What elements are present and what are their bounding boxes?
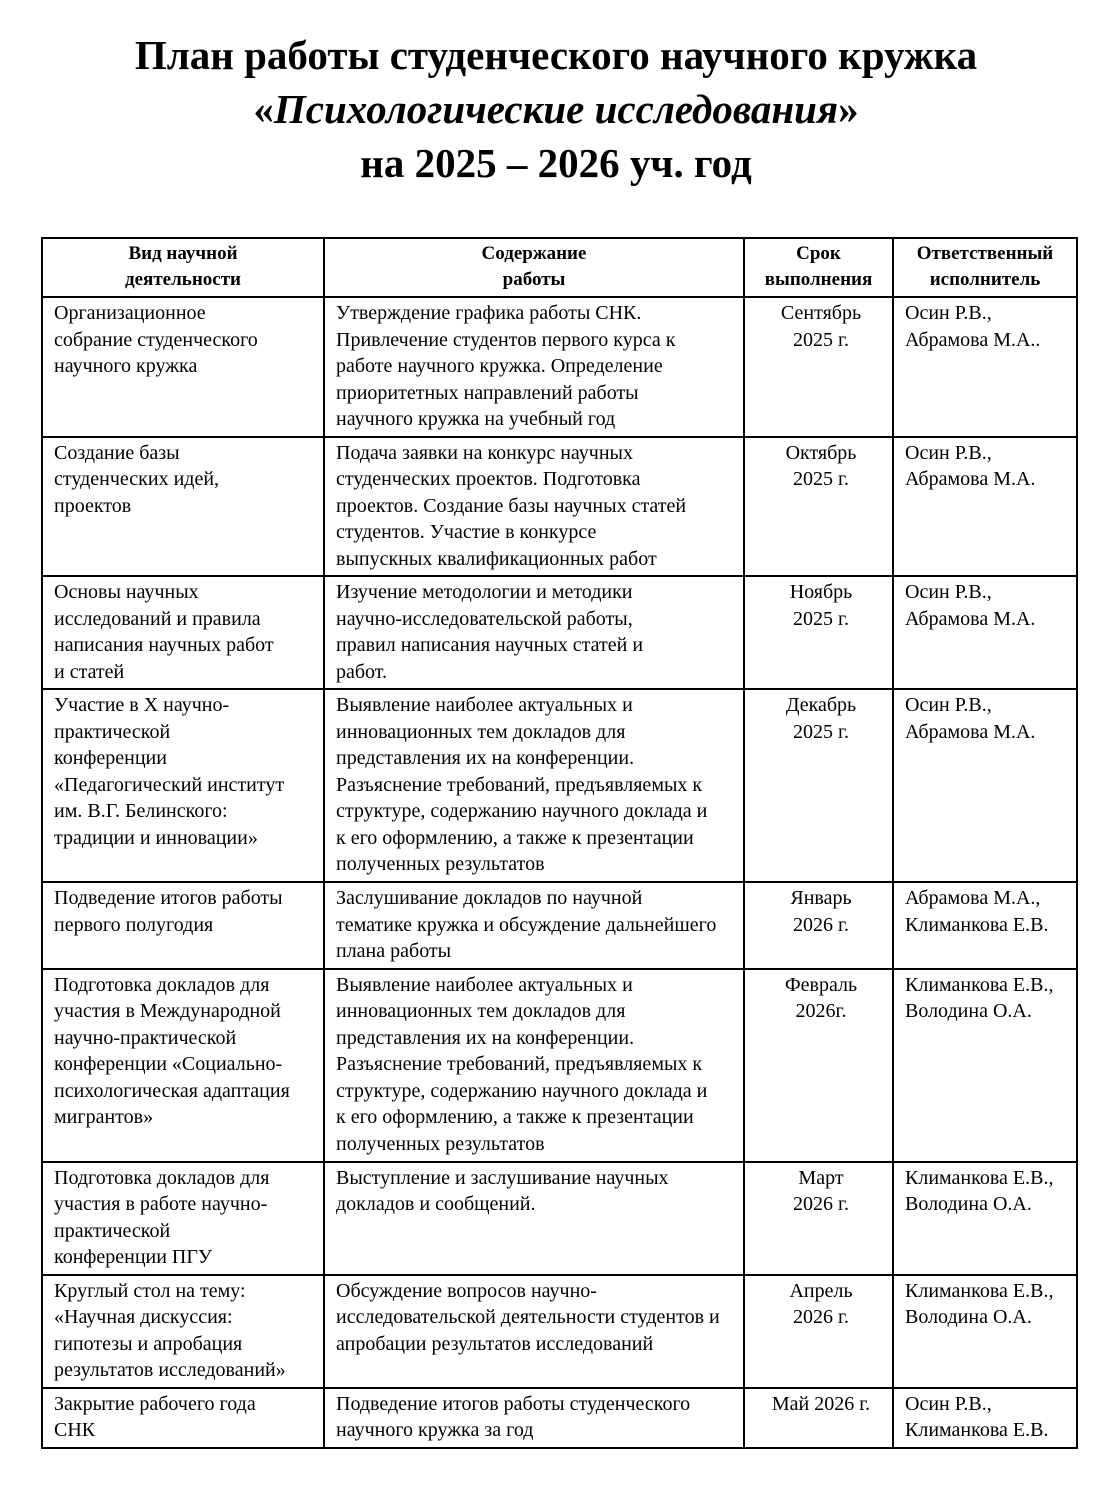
table-row	[42, 437, 1077, 577]
cell-responsible	[893, 689, 1077, 882]
cell-content	[324, 1275, 744, 1388]
responsible-text: Осин Р.В., Абрамова М.А.	[905, 694, 1036, 743]
activity-text: Участие в X научно- практической конференции «Педагогический институт им. В.Г. Белинского: традиции и инновации»	[54, 694, 285, 849]
deadline-text: Декабрь 2025 г.	[785, 694, 857, 743]
cell-activity	[42, 1275, 324, 1388]
deadline-text: Январь 2026 г.	[790, 887, 852, 936]
cell-activity	[42, 437, 324, 577]
cell-deadline	[744, 1162, 893, 1275]
activity-text: Создание базы студенческих идей, проектов	[54, 441, 220, 517]
cell-responsible	[893, 1162, 1077, 1275]
content-text: Выявление наиболее актуальных и инновационных тем докладов для представления их на конференции. Разъяснение требований, предъявляемых к структуре, содержанию научного доклада и к его оформлению, а также к презентации полученных результатов	[336, 694, 708, 875]
cell-content	[324, 1162, 744, 1275]
table-row	[42, 969, 1077, 1162]
cell-responsible	[893, 576, 1077, 689]
cell-activity	[42, 689, 324, 882]
content-text: Изучение методологии и методики научно-исследовательской работы, правил написания научных статей и работ.	[336, 581, 644, 683]
title-line-1: План работы студенческого научного кружка	[134, 32, 978, 78]
responsible-text: Климанкова Е.В., Володина О.А.	[905, 1166, 1054, 1215]
activity-text: Круглый стол на тему: «Научная дискуссия: гипотезы и апробация результатов исследований»	[54, 1279, 286, 1381]
cell-content	[324, 882, 744, 969]
cell-deadline	[744, 297, 893, 437]
table-row	[42, 297, 1077, 437]
cell-content	[324, 969, 744, 1162]
title-line-2	[0, 82, 1112, 136]
table-row	[42, 1275, 1077, 1388]
content-text: Подача заявки на конкурс научных студенческих проектов. Подготовка проектов. Создание базы научных статей студентов. Участие в конкурсе выпускных квалификационных работ	[336, 441, 687, 570]
cell-activity	[42, 969, 324, 1162]
deadline-text: Ноябрь 2025 г.	[789, 581, 853, 630]
cell-responsible	[893, 297, 1077, 437]
title-quote-open: «	[253, 86, 274, 132]
cell-content	[324, 297, 744, 437]
activity-text: Подготовка докладов для участия в работе научно- практической конференции ПГУ	[54, 1166, 270, 1268]
deadline-text: Март 2026 г.	[793, 1166, 849, 1215]
content-text: Подведение итогов работы студенческого научного кружка за год	[336, 1392, 691, 1441]
cell-deadline	[744, 437, 893, 577]
cell-responsible	[893, 969, 1077, 1162]
cell-content	[324, 689, 744, 882]
circle-name: Психологические исследования	[273, 86, 839, 132]
cell-deadline	[744, 1388, 893, 1448]
deadline-text: Май 2026 г.	[771, 1392, 871, 1415]
cell-deadline	[744, 969, 893, 1162]
cell-activity	[42, 1162, 324, 1275]
cell-content	[324, 576, 744, 689]
cell-content	[324, 437, 744, 577]
header-responsible: Ответственный исполнитель	[893, 238, 1077, 297]
content-text: Выявление наиболее актуальных и инновационных тем докладов для представления их на конференции. Разъяснение требований, предъявляемых к структуре, содержанию научного доклада и к его оформлению, а также к презентации полученных результатов	[336, 973, 708, 1155]
work-plan-table	[41, 237, 1078, 1449]
cell-activity	[42, 297, 324, 437]
responsible-text: Осин Р.В., Абрамова М.А.	[905, 441, 1036, 490]
responsible-text: Осин Р.В., Абрамова М.А.	[905, 581, 1036, 630]
activity-text: Подведение итогов работы первого полугодия	[54, 887, 283, 936]
table-row	[42, 576, 1077, 689]
responsible-text: Климанкова Е.В., Володина О.А.	[905, 1279, 1054, 1328]
deadline-text: Апрель 2026 г.	[789, 1279, 853, 1328]
title-quote-close: »	[838, 86, 859, 132]
deadline-text: Февраль 2026г.	[784, 973, 858, 1022]
cell-responsible	[893, 882, 1077, 969]
table-row	[42, 689, 1077, 882]
cell-deadline	[744, 576, 893, 689]
header-content: Содержание работы	[324, 238, 744, 297]
cell-activity	[42, 576, 324, 689]
responsible-text: Климанкова Е.В., Володина О.А.	[905, 973, 1054, 1022]
activity-text: Организационное собрание студенческого научного кружка	[54, 302, 258, 377]
cell-responsible	[893, 437, 1077, 577]
table-row	[42, 1388, 1077, 1448]
header-deadline: Срок выполнения	[744, 238, 893, 297]
content-text: Выступление и заслушивание научных докладов и сообщений.	[336, 1166, 669, 1215]
deadline-text: Октябрь 2025 г.	[785, 441, 857, 490]
activity-text: Подготовка докладов для участия в Международной научно-практической конференции «Социально- психологическая адаптация мигрантов»	[54, 973, 290, 1128]
deadline-text: Сентябрь 2025 г.	[780, 302, 862, 351]
content-text: Утверждение графика работы СНК. Привлечение студентов первого курса к работе научного кружка. Определение приоритетных направлений работы научного кружка на учебный год	[336, 302, 676, 430]
activity-text: Основы научных исследований и правила написания научных работ и статей	[54, 581, 274, 683]
cell-deadline	[744, 882, 893, 969]
cell-responsible	[893, 1388, 1077, 1448]
cell-content	[324, 1388, 744, 1448]
table-body	[42, 297, 1077, 1448]
title-line-3: на 2025 – 2026 уч. год	[360, 140, 752, 186]
cell-deadline	[744, 689, 893, 882]
activity-text: Закрытие рабочего года СНК	[54, 1392, 256, 1441]
responsible-text: Абрамова М.А., Климанкова Е.В.	[905, 887, 1049, 936]
cell-responsible	[893, 1275, 1077, 1388]
cell-activity	[42, 1388, 324, 1448]
content-text: Обсуждение вопросов научно- исследовательской деятельности студентов и апробации результатов исследований	[336, 1279, 720, 1355]
responsible-text: Осин Р.В., Климанкова Е.В.	[905, 1392, 1049, 1441]
table-row	[42, 1162, 1077, 1275]
table-row	[42, 882, 1077, 969]
document-title	[0, 28, 1112, 190]
table-header-row	[42, 238, 1077, 297]
cell-deadline	[744, 1275, 893, 1388]
content-text: Заслушивание докладов по научной тематике кружка и обсуждение дальнейшего плана работы	[336, 887, 717, 962]
header-activity: Вид научной деятельности	[42, 238, 324, 297]
cell-activity	[42, 882, 324, 969]
responsible-text: Осин Р.В., Абрамова М.А..	[905, 302, 1041, 351]
